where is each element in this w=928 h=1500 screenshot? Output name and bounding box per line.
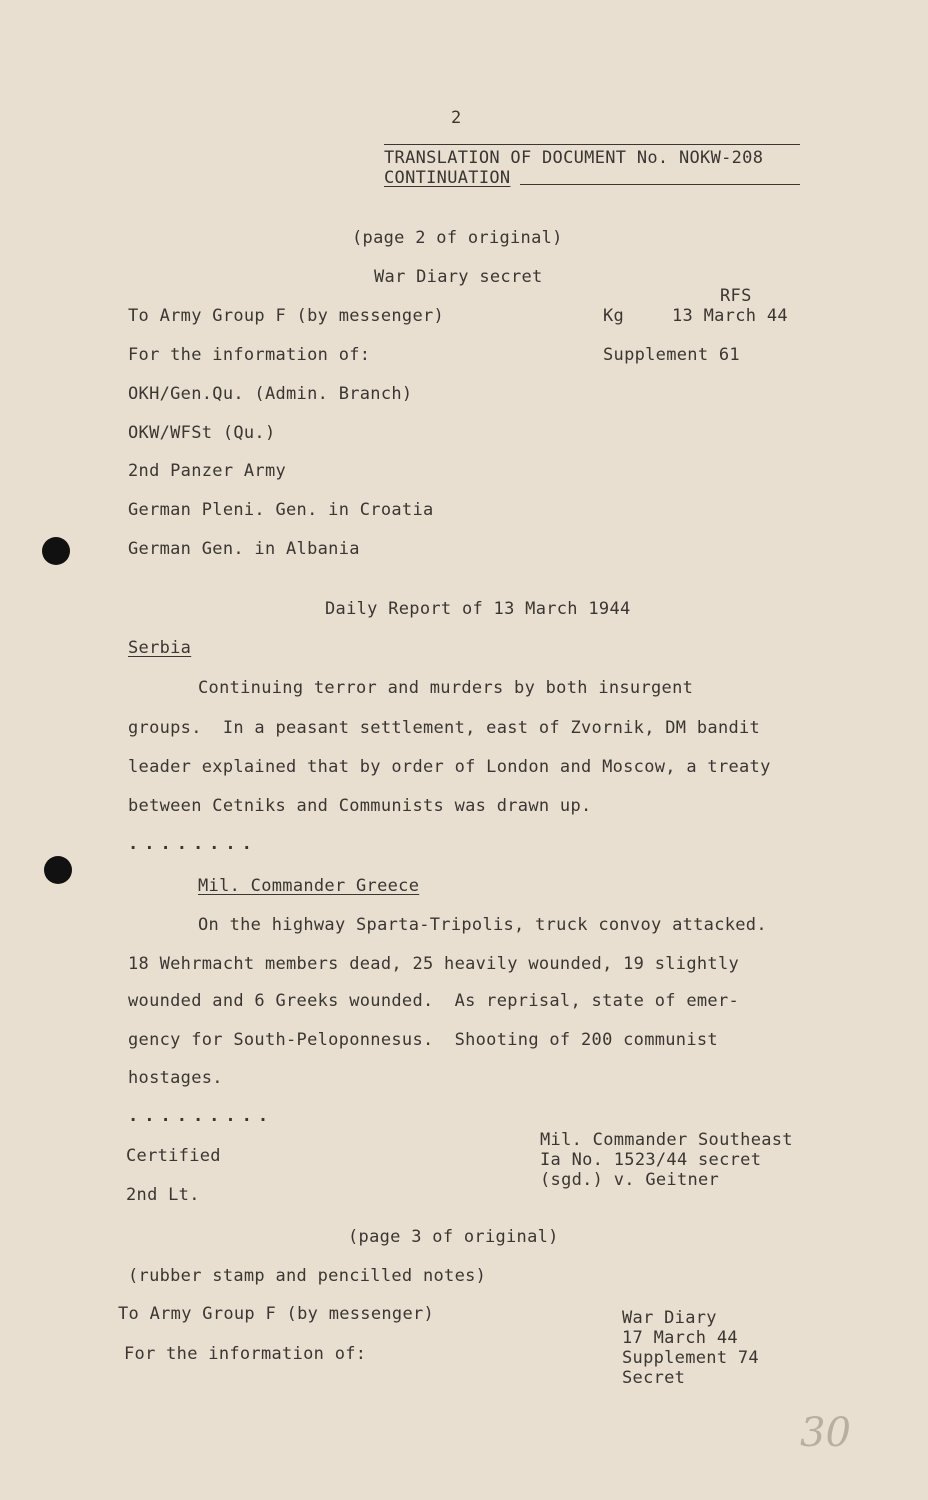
addressee: To Army Group F (by messenger) xyxy=(128,306,445,326)
recipient: OKW/WFSt (Qu.) xyxy=(128,423,276,443)
recipient: German Gen. in Albania xyxy=(128,539,360,559)
daily-report-title: Daily Report of 13 March 1944 xyxy=(325,599,631,619)
rfs-mark: RFS xyxy=(720,286,752,306)
greece-paragraph-line: wounded and 6 Greeks wounded. As reprisal, state of emer- xyxy=(128,991,740,1011)
pencilled-page-number: 30 xyxy=(800,1410,851,1456)
page-reference: (page 3 of original) xyxy=(348,1227,559,1247)
war-diary-line: 17 March 44 xyxy=(622,1328,738,1348)
header-bottom-rule xyxy=(520,184,800,185)
serbia-paragraph-line: between Cetniks and Communists was drawn up. xyxy=(128,796,592,816)
info-label: For the information of: xyxy=(128,345,371,365)
war-diary-line: Supplement 74 xyxy=(622,1348,759,1368)
signature-line: Ia No. 1523/44 secret xyxy=(540,1150,762,1170)
supplement-number: Supplement 61 xyxy=(603,345,740,365)
greece-paragraph-line: On the highway Sparta-Tripolis, truck convoy attacked. xyxy=(198,915,767,935)
info-label: For the information of: xyxy=(124,1344,367,1364)
greece-paragraph-line: gency for South-Peloponnesus. Shooting of 200 communist xyxy=(128,1030,718,1050)
war-diary-line: War Diary xyxy=(622,1308,717,1328)
report-date: 13 March 44 xyxy=(672,306,788,326)
omission-dots: ......... xyxy=(128,1106,275,1126)
kg-mark: Kg xyxy=(603,306,625,326)
stamp-note: (rubber stamp and pencilled notes) xyxy=(128,1266,487,1286)
war-diary-title: War Diary secret xyxy=(374,267,543,287)
certified-label: Certified xyxy=(126,1146,221,1166)
punch-hole xyxy=(42,537,70,565)
greece-paragraph-line: 18 Wehrmacht members dead, 25 heavily wounded, 19 slightly xyxy=(128,954,740,974)
war-diary-line: Secret xyxy=(622,1368,686,1388)
serbia-paragraph-line: groups. In a peasant settlement, east of Zvornik, DM bandit xyxy=(128,718,761,738)
punch-hole xyxy=(44,856,72,884)
header-title: TRANSLATION OF DOCUMENT No. NOKW-208 xyxy=(384,148,764,168)
signature-line: Mil. Commander Southeast xyxy=(540,1130,793,1150)
omission-dots: ........ xyxy=(128,834,258,854)
serbia-paragraph-line: leader explained that by order of London and Moscow, a treaty xyxy=(128,757,771,777)
greece-heading: Mil. Commander Greece xyxy=(198,876,420,896)
greece-paragraph-line: hostages. xyxy=(128,1068,223,1088)
page-number: 2 xyxy=(451,108,462,128)
officer-rank: 2nd Lt. xyxy=(126,1185,200,1205)
recipient: German Pleni. Gen. in Croatia xyxy=(128,500,434,520)
recipient: OKH/Gen.Qu. (Admin. Branch) xyxy=(128,384,413,404)
header-continuation: CONTINUATION xyxy=(384,168,511,188)
serbia-paragraph-line: Continuing terror and murders by both insurgent xyxy=(198,678,694,698)
header-top-rule xyxy=(384,144,800,145)
signature-line: (sgd.) v. Geitner xyxy=(540,1170,720,1190)
serbia-heading: Serbia xyxy=(128,638,192,658)
page-reference: (page 2 of original) xyxy=(352,228,563,248)
recipient: 2nd Panzer Army xyxy=(128,461,287,481)
addressee: To Army Group F (by messenger) xyxy=(118,1304,435,1324)
